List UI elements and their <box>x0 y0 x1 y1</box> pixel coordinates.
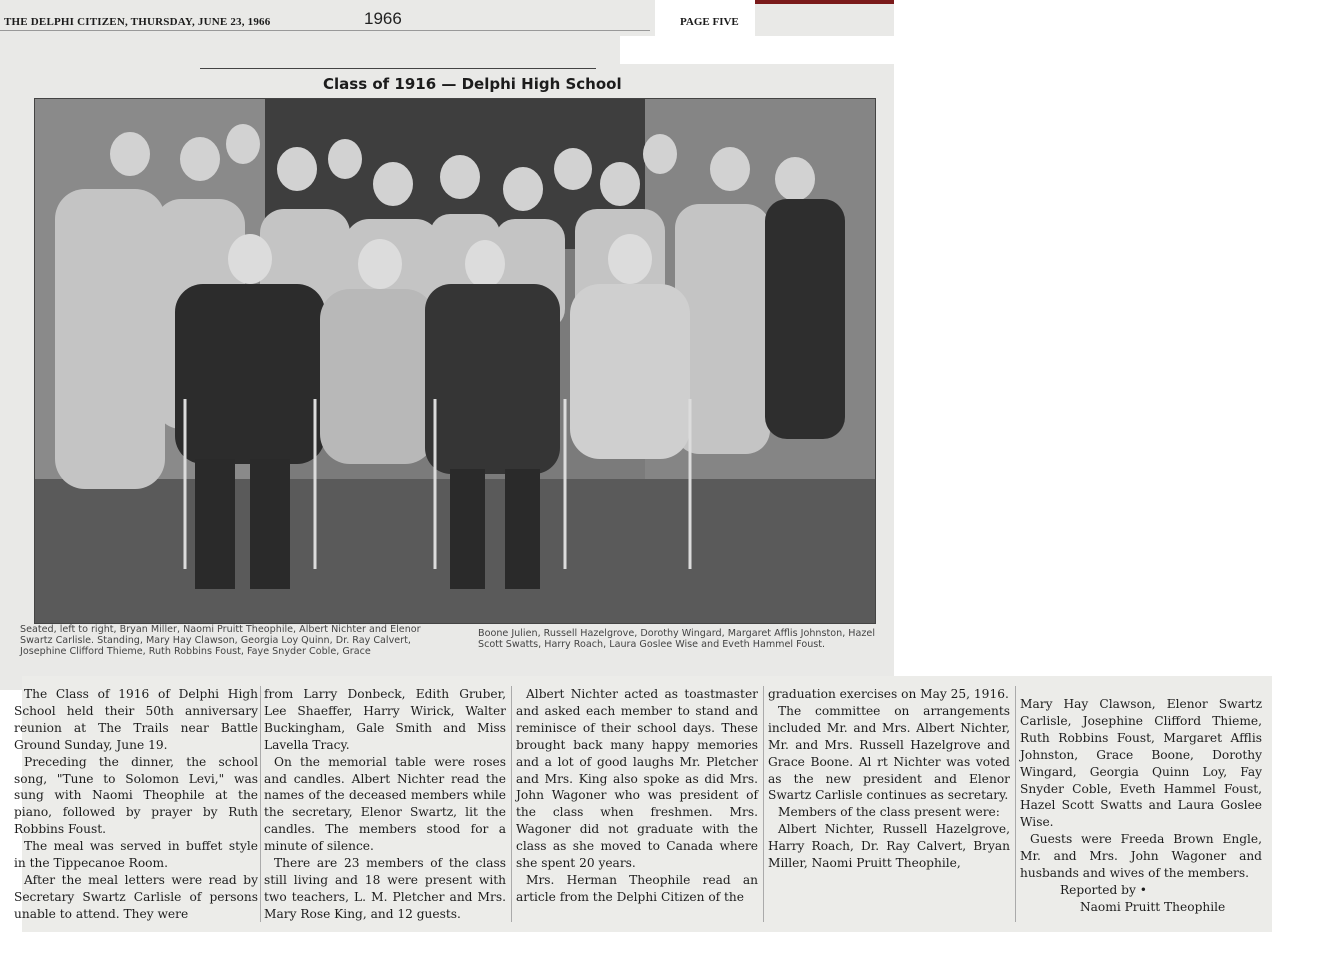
article-paragraph: Mary Hay Clawson, Elenor Swartz Carlisle, Josephine Clifford Thieme, Ruth Robbins Foust, Margaret Afflis Johnston, Grace Boone, Dorothy Wingard, Georgia Quinn Loy, Fay Snyder Coble, Eveth Hammel Foust, Hazel Scott Swatts and Laura Goslee Wise. <box>1020 697 1262 830</box>
article-column-4 <box>768 686 1010 872</box>
article-author: Naomi Pruitt Theophile <box>1080 899 1226 914</box>
year-stamp: 1966 <box>364 9 402 28</box>
article-paragraph: Guests were Freeda Brown Engle, Mr. and Mrs. John Wagoner and husbands and wives of the members. <box>1020 832 1262 881</box>
article-paragraph: After the meal letters were read by Secretary Swartz Carlisle of persons unable to attend. They were <box>14 872 258 921</box>
article-paragraph: Albert Nichter acted as toastmaster and asked each member to stand and reminisce of their school days. These brought back many happy memories and a lot of good laughs Mr. Pletcher and Mrs. King also spoke as did Mrs. John Wagoner who was president of the class when freshmen. Mrs. Wagoner did not graduate with the class as she moved to Canada where she spent 20 years. <box>516 687 758 871</box>
column-rule <box>763 686 764 922</box>
masthead-rule <box>0 30 650 31</box>
masthead-date: THE DELPHI CITIZEN, THURSDAY, JUNE 23, 1966 <box>4 16 271 28</box>
article-paragraph: The meal was served in buffet style in the Tippecanoe Room. <box>14 839 258 871</box>
photo-caption-left: Seated, left to right, Bryan Miller, Naomi Pruitt Theophile, Albert Nichter and Elenor Swartz Carlisle. Standing, Mary Hay Clawson, Georgia Loy Quinn, Dr. Ray Calvert, Josephine Clifford Thieme, Ruth Robbins Foust, Faye Snyder Coble, Grace <box>20 624 421 657</box>
clipping-edge-mark <box>755 0 894 4</box>
article-column-1 <box>14 686 258 923</box>
background-gap <box>894 0 1327 676</box>
group-photo-illustration <box>35 99 875 623</box>
column-rule <box>1015 686 1016 922</box>
article-paragraph: On the memorial table were roses and candles. Albert Nichter read the names of the deceased members while the secretary, Elenor Swartz, lit the candles. The members stood for a minute of silence. <box>264 754 506 854</box>
article-paragraph: The committee on arrangements included Mr. and Mrs. Albert Nichter, Mr. and Mrs. Russell Hazelgrove and Grace Boone. Al rt Nichter was voted as the new president and Elenor Swartz Carlisle continues as secretary. <box>768 703 1010 803</box>
column-rule <box>511 686 512 922</box>
background-gap <box>620 36 894 64</box>
article-signoff: Reported by • <box>1060 882 1147 897</box>
headline-rule <box>200 68 596 69</box>
article-column-5 <box>1020 696 1262 916</box>
article-paragraph: graduation exercises on May 25, 1916. <box>768 687 1009 701</box>
article-paragraph: from Larry Donbeck, Edith Gruber, Lee Shaeffer, Harry Wirick, Walter Buckingham, Gale Smith and Miss Lavella Tracy. <box>264 687 506 752</box>
article-column-2 <box>264 686 506 923</box>
article-paragraph: There are 23 members of the class still living and 18 were present with two teachers, L. M. Pletcher and Mrs. Mary Rose King, and 12 guests. <box>264 856 506 921</box>
article-column-3 <box>516 686 758 906</box>
class-reunion-photo <box>34 98 876 624</box>
article-paragraph: Mrs. Herman Theophile read an article from the Delphi Citizen of the <box>516 872 758 904</box>
background-gap <box>0 932 1327 969</box>
article-paragraph: The Class of 1916 of Delphi High School held their 50th anniversary reunion at The Trails near Battle Ground Sunday, June 19. <box>14 687 258 752</box>
column-rule <box>260 686 261 922</box>
article-paragraph: Albert Nichter, Russell Hazelgrove, Harry Roach, Dr. Ray Calvert, Bryan Miller, Naomi Pruitt Theophile, <box>768 822 1010 871</box>
photo-headline: Class of 1916 — Delphi High School <box>323 75 622 93</box>
article-paragraph: Members of the class present were: <box>778 805 1000 820</box>
article-paragraph: Preceding the dinner, the school song, "Tune to Solomon Levi," was sung with Naomi Theophile at the piano, followed by prayer by Ruth Robbins Foust. <box>14 754 258 837</box>
page-number: PAGE FIVE <box>680 16 739 28</box>
photo-caption-right: Boone Julien, Russell Hazelgrove, Dorothy Wingard, Margaret Afflis Johnston, Hazel Scott Swatts, Harry Roach, Laura Goslee Wise and Eveth Hammel Foust. <box>478 628 875 650</box>
